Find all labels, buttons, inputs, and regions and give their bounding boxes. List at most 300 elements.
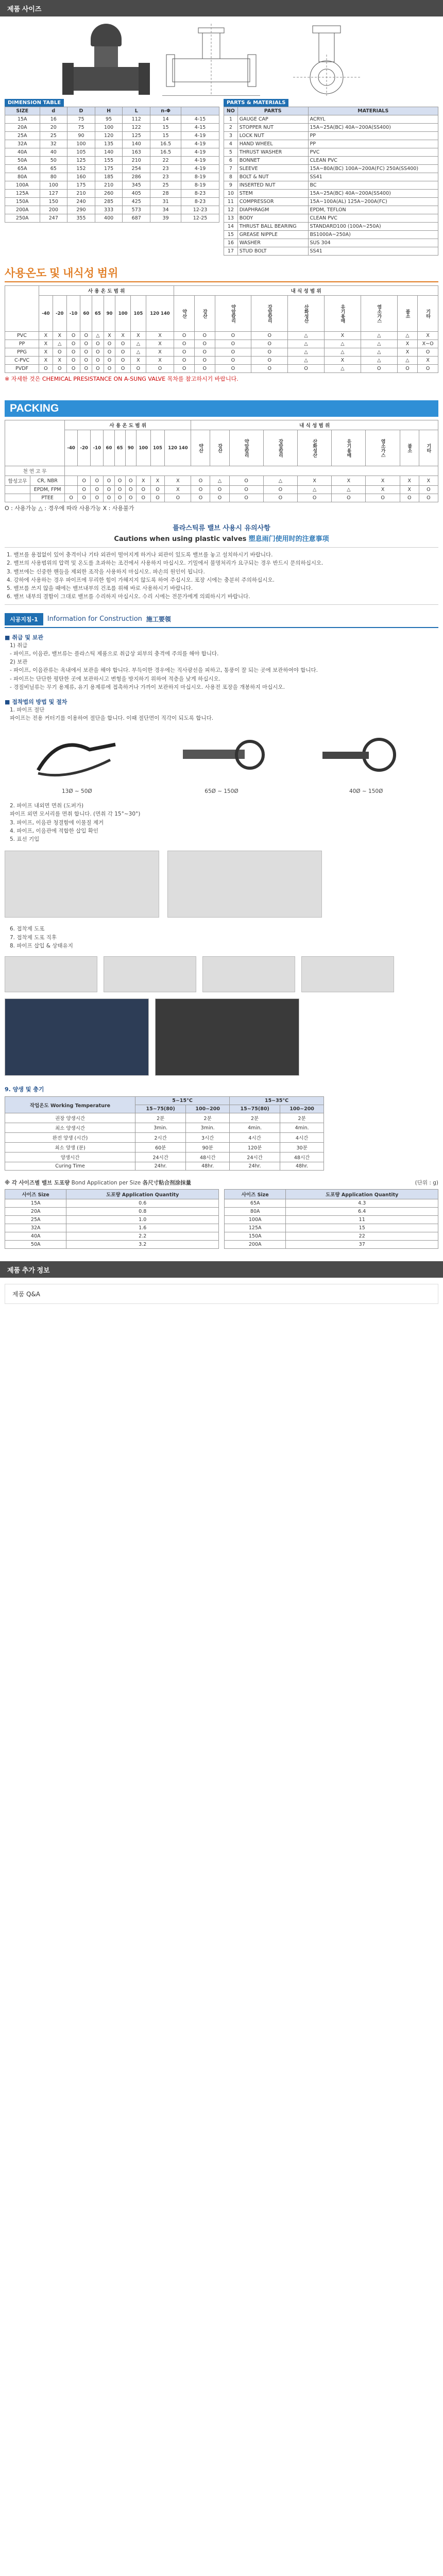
temp-col-header: 105 bbox=[131, 296, 146, 332]
dimension-table bbox=[5, 107, 219, 223]
packing-cell: △ bbox=[332, 486, 366, 494]
dim-cell: 140 bbox=[95, 148, 123, 157]
caution-jp-title: 塑息雨门使用时的注意事项 bbox=[248, 535, 329, 543]
dim-cell: 127 bbox=[40, 190, 67, 198]
parts-cell: STANDARD100 (100A~250A) bbox=[308, 223, 438, 231]
temp-cell: X bbox=[39, 348, 53, 357]
packing-cell: O bbox=[78, 486, 91, 494]
dim-cell: 175 bbox=[67, 181, 95, 190]
packing-cell: O bbox=[125, 476, 136, 486]
handling-line: 1) 취급 bbox=[10, 642, 28, 649]
temp-row bbox=[5, 340, 438, 348]
dim-cell: 210 bbox=[67, 190, 95, 198]
temp-cell: △ bbox=[361, 340, 397, 348]
temp-cell: O bbox=[115, 340, 131, 348]
dim-cell: 15 bbox=[150, 132, 181, 140]
cure-cell: 24시간 bbox=[135, 1153, 186, 1162]
chem-col-header: 기타 bbox=[418, 296, 438, 332]
adhesive-row bbox=[225, 1208, 438, 1216]
packing-cell: O bbox=[165, 494, 191, 502]
packing-cell: O bbox=[65, 494, 78, 502]
parts-cell: BS1000A~250A) bbox=[308, 231, 438, 239]
chem-col-header: 강산 bbox=[210, 430, 229, 466]
bonding-photo-1 bbox=[5, 956, 97, 992]
dim-row bbox=[5, 190, 219, 198]
adhesive-row bbox=[5, 1241, 219, 1249]
cure-label: 최소 양생 (분) bbox=[5, 1143, 135, 1153]
cure-cell: 60분 bbox=[135, 1143, 186, 1153]
temp-cell: O bbox=[92, 365, 104, 373]
dim-cell: 75 bbox=[67, 124, 95, 132]
cure-cell: 2시간 bbox=[135, 1133, 186, 1143]
parts-header: NO bbox=[224, 107, 238, 115]
dim-cell: 8-19 bbox=[181, 181, 219, 190]
qa-row[interactable] bbox=[5, 1284, 438, 1304]
dim-row bbox=[5, 173, 219, 181]
packing-cell: X bbox=[366, 486, 400, 494]
cure-cell: 24hr. bbox=[135, 1162, 186, 1171]
cure-cell: 120분 bbox=[230, 1143, 280, 1153]
packing-cell: O bbox=[91, 476, 104, 486]
temp-range-title: 사용온도 및 내식성 범위 bbox=[5, 267, 118, 279]
temp-cell: X bbox=[397, 348, 418, 357]
step-line: 파이프 외면 모서리를 면취 합니다. (면취 각 15°~30°) bbox=[10, 811, 141, 818]
cure-size-header: 100~200 bbox=[186, 1105, 230, 1113]
temp-cell: O bbox=[53, 348, 66, 357]
chem-col-header: 염소가스 bbox=[361, 296, 397, 332]
packing-cell: O bbox=[104, 476, 114, 486]
parts-row bbox=[224, 231, 438, 239]
temp-cell: X bbox=[146, 332, 174, 340]
dim-header: n-Φ bbox=[150, 107, 181, 115]
caution-en-title: Cautions when using plastic valves bbox=[114, 535, 247, 543]
temp-cell: X bbox=[104, 332, 115, 340]
packing-cell: O bbox=[114, 486, 125, 494]
parts-cell: CLEAN PVC bbox=[308, 214, 438, 223]
adhesive-cell: 3.2 bbox=[66, 1241, 219, 1249]
temp-row bbox=[5, 357, 438, 365]
section-header-product-size: 제품 사이즈 bbox=[0, 0, 443, 16]
adhesive-section: ※ 각 사이즈별 밸브 도포량 Bond Application per Size 各尺寸粘合剂涂抹量 (단위 : g) 사이즈 Size 도포량 Application Quantity 15A 0.6 20A 0.8 25A 1.0 32A 1.6 40A 2.2 50A 3.2 사이즈 Size 도포량 Application Quantity 65A 4.3 80A 6.4 100A 11 125A 15 150A 22 200A 37 bbox=[5, 1179, 438, 1249]
caution-kr-title: 플라스틱류 밸브 사용시 유의사항 bbox=[173, 524, 270, 532]
dim-cell: 32A bbox=[5, 140, 40, 148]
dim-cell: 112 bbox=[123, 115, 150, 124]
dim-header: H bbox=[95, 107, 123, 115]
parts-cell: COMPRESSOR bbox=[237, 198, 308, 206]
dim-cell: 4-19 bbox=[181, 157, 219, 165]
dim-row bbox=[5, 198, 219, 206]
temp-cell: O bbox=[66, 340, 80, 348]
step-line: 8. 파이프 삽입 & 상태유지 bbox=[10, 942, 73, 949]
insertion-diagram-a bbox=[5, 851, 159, 918]
temp-cell: O bbox=[215, 340, 251, 348]
parts-row bbox=[224, 190, 438, 198]
step-line: 4. 파이프, 이음관에 적합한 삽입 확인 bbox=[10, 827, 99, 834]
packing-cell: O bbox=[366, 494, 400, 502]
parts-cell: HAND WHEEL bbox=[237, 140, 308, 148]
parts-row bbox=[224, 198, 438, 206]
parts-table-block bbox=[224, 99, 438, 256]
dim-cell: 254 bbox=[123, 165, 150, 173]
cure-label: 권장 양생시간 bbox=[5, 1113, 135, 1123]
adhesive-cell: 15A bbox=[5, 1199, 66, 1208]
temp-range-section bbox=[5, 265, 438, 383]
temp-cell: △ bbox=[131, 348, 146, 357]
curing-title: 9. 양생 및 충기 bbox=[5, 1086, 44, 1093]
cure-cell: 24hr. bbox=[230, 1162, 280, 1171]
chem-col-header: 강산 bbox=[194, 296, 215, 332]
dim-cell: 23 bbox=[150, 165, 181, 173]
handling-line: - 파이프는 단단한 평탄한 곳에 보관하시고 변형을 방지하기 위하여 적층을 낮게 하십시오. bbox=[10, 675, 220, 682]
caution-line: 2. 밸브의 사용범위의 압력 및 온도를 초과하는 조건에서 사용하지 마십시오. 기밀에서 불명처리가 요구되는 경우 반드시 문의하십시오. bbox=[7, 560, 323, 567]
parts-cell: 6 bbox=[224, 157, 238, 165]
cure-cell: 48시간 bbox=[186, 1153, 230, 1162]
cure-size-header: 15~75(80) bbox=[230, 1105, 280, 1113]
packing-cell bbox=[65, 476, 78, 486]
handling-line: - 경질비닐류는 무기 용제류, 유기 용제류에 접촉하거나 가까이 보관하지 마십시오. 사용전 포장을 개봉하지 마십시오. bbox=[10, 684, 285, 690]
dim-cell: 100 bbox=[95, 124, 123, 132]
adhesive-cell: 4.3 bbox=[286, 1199, 438, 1208]
parts-cell: 13 bbox=[224, 214, 238, 223]
curing-section bbox=[5, 1085, 438, 1171]
parts-cell: STEM bbox=[237, 190, 308, 198]
packing-cell: X bbox=[136, 476, 150, 486]
dim-cell: 65 bbox=[40, 165, 67, 173]
temp-cell: X bbox=[53, 357, 66, 365]
cure-cell: 3시간 bbox=[186, 1133, 230, 1143]
packing-cell: O bbox=[125, 494, 136, 502]
temp-cell: △ bbox=[324, 348, 361, 357]
adhesive-cell: 11 bbox=[286, 1216, 438, 1224]
handling-line: - 파이프, 이음관류는 옥내에서 보관을 해야 합니다. 부득이한 경우에는 직사광선을 피하고, 통풍이 잘 되는 곳에 보관하여야 합니다. bbox=[10, 667, 318, 674]
cure-cell: 2분 bbox=[230, 1113, 280, 1123]
parts-cell: SUS 304 bbox=[308, 239, 438, 247]
cure-cell: 3min. bbox=[135, 1123, 186, 1133]
dim-cell: 4-15 bbox=[181, 124, 219, 132]
packing-cell: O bbox=[191, 476, 210, 486]
adhesive-cell: 125A bbox=[225, 1224, 286, 1232]
packing-cell: O bbox=[104, 494, 114, 502]
cure-cell: 2분 bbox=[135, 1113, 186, 1123]
dimension-parts-area bbox=[5, 99, 438, 256]
dim-cell: 125 bbox=[123, 132, 150, 140]
cure-cell: 3min. bbox=[186, 1123, 230, 1133]
temp-cell: X bbox=[39, 340, 53, 348]
temp-col-header: 60 bbox=[104, 430, 114, 466]
construction-section bbox=[5, 613, 438, 1076]
dim-cell: 135 bbox=[95, 140, 123, 148]
temp-col-header: -40 bbox=[65, 430, 78, 466]
packing-cell: O bbox=[78, 494, 91, 502]
parts-cell: 17 bbox=[224, 247, 238, 256]
dim-cell: 122 bbox=[123, 124, 150, 132]
packing-cell: O bbox=[91, 494, 104, 502]
dim-cell: 65A bbox=[5, 165, 40, 173]
parts-cell: 9 bbox=[224, 181, 238, 190]
bonding-photos bbox=[5, 956, 438, 992]
valve-photos bbox=[5, 24, 438, 96]
parts-cell: 15A~80A(BC) 100A~200A(FC) 250A(SS400) bbox=[308, 165, 438, 173]
temp-cell: O bbox=[146, 365, 174, 373]
dim-cell: 40A bbox=[5, 148, 40, 157]
temp-cell: O bbox=[174, 365, 195, 373]
dim-cell: 175 bbox=[95, 165, 123, 173]
parts-row bbox=[224, 132, 438, 140]
parts-cell: GREASE NIPPLE bbox=[237, 231, 308, 239]
temp-cell: O bbox=[66, 348, 80, 357]
cure-cell: 2분 bbox=[186, 1113, 230, 1123]
dimension-table-block bbox=[5, 99, 219, 256]
dim-row bbox=[5, 206, 219, 214]
parts-row bbox=[224, 206, 438, 214]
temp-cell: O bbox=[80, 332, 92, 340]
chem-group-header: 내 식 성 범 위 bbox=[174, 286, 438, 296]
bonding-photo-6 bbox=[155, 998, 299, 1076]
parts-header: PARTS bbox=[237, 107, 308, 115]
packing-name: EPDM, FPM bbox=[30, 486, 65, 494]
temp-cell: X bbox=[146, 348, 174, 357]
parts-cell: CLEAN PVC bbox=[308, 157, 438, 165]
cure-cell: 4min. bbox=[280, 1123, 324, 1133]
packing-row bbox=[5, 494, 438, 502]
temp-cell: △ bbox=[324, 365, 361, 373]
parts-cell: 10 bbox=[224, 190, 238, 198]
cure-cell: 24시간 bbox=[230, 1153, 280, 1162]
step-line: 7. 접착제 도포 직후 bbox=[10, 934, 57, 941]
parts-cell: 15A~25A(BC) 40A~200A(SS400) bbox=[308, 190, 438, 198]
temp-cell: △ bbox=[361, 332, 397, 340]
adhesive-cell: 32A bbox=[5, 1224, 66, 1232]
dim-cell: 80A bbox=[5, 173, 40, 181]
temp-cell: X~O bbox=[418, 340, 438, 348]
dim-header: SIZE bbox=[5, 107, 40, 115]
dim-cell: 260 bbox=[95, 190, 123, 198]
parts-header: MATERIALS bbox=[308, 107, 438, 115]
packing-cell: X bbox=[400, 476, 419, 486]
cure-row bbox=[5, 1123, 324, 1133]
dim-row bbox=[5, 214, 219, 223]
packing-cell: O bbox=[91, 486, 104, 494]
parts-cell: THRUST BALL BEARING bbox=[237, 223, 308, 231]
cure-row bbox=[5, 1162, 324, 1171]
packing-cell: X bbox=[298, 476, 332, 486]
dim-cell: 15A bbox=[5, 115, 40, 124]
temp-col-header: 90 bbox=[125, 430, 136, 466]
parts-cell: BONNET bbox=[237, 157, 308, 165]
qa-label: 제품 Q&A bbox=[12, 1291, 41, 1298]
adhesive-row bbox=[5, 1199, 219, 1208]
temp-cell: X bbox=[39, 332, 53, 340]
caution-line: 5. 밸브를 쓰지 않을 때에는 밸브내부의 건조를 위해 바로 사용하시기 바랍니다. bbox=[7, 585, 193, 592]
parts-row bbox=[224, 223, 438, 231]
temp-cell: O bbox=[131, 365, 146, 373]
dim-cell: 250A bbox=[5, 214, 40, 223]
dim-cell: 210 bbox=[123, 157, 150, 165]
parts-cell: EPDM, TEFLON bbox=[308, 206, 438, 214]
cure-size-header: 15~75(80) bbox=[135, 1105, 186, 1113]
dim-row bbox=[5, 181, 219, 190]
packing-cell: O bbox=[419, 486, 438, 494]
adhesive-cell: 37 bbox=[286, 1241, 438, 1249]
adhesive-cell: 15 bbox=[286, 1224, 438, 1232]
parts-row bbox=[224, 247, 438, 256]
cure-cell: 4min. bbox=[230, 1123, 280, 1133]
temp-cell: O bbox=[115, 357, 131, 365]
packing-cell: O bbox=[400, 494, 419, 502]
handling-line: - 파이프, 이음관, 밸브류는 플라스틱 제품으로 취급상 외부의 충격에 주의를 해야 합니다. bbox=[10, 650, 219, 657]
adhesive-cell: 20A bbox=[5, 1208, 66, 1216]
adhesive-cell: 80A bbox=[225, 1208, 286, 1216]
packing-cell: O bbox=[191, 486, 210, 494]
temp-cell: O bbox=[66, 357, 80, 365]
temp-col-header: 100 bbox=[136, 430, 150, 466]
dim-row bbox=[5, 132, 219, 140]
material-name: PP bbox=[5, 340, 39, 348]
packing-cell: O bbox=[229, 486, 263, 494]
cutter-3: 40Ø ~ 150Ø bbox=[317, 729, 415, 795]
packing-cell: O bbox=[263, 486, 297, 494]
temp-col-header: 65 bbox=[92, 296, 104, 332]
temp-cell: O bbox=[104, 365, 115, 373]
packing-cell: O bbox=[150, 494, 165, 502]
parts-cell: DIAPHRAGM bbox=[237, 206, 308, 214]
dim-header: L bbox=[123, 107, 150, 115]
temp-cell: O bbox=[66, 332, 80, 340]
temp-cell: X bbox=[146, 340, 174, 348]
chem-col-header: 약알칼리 bbox=[229, 430, 263, 466]
temp-cell: △ bbox=[288, 332, 325, 340]
step-line: 6. 접착제 도포 bbox=[10, 926, 45, 933]
temp-cell: △ bbox=[131, 340, 146, 348]
dim-cell: 20 bbox=[40, 124, 67, 132]
dim-cell: 120 bbox=[95, 132, 123, 140]
packing-cell: O bbox=[136, 486, 150, 494]
temp-cell: O bbox=[251, 332, 288, 340]
temp-cell: O bbox=[251, 357, 288, 365]
packing-cell: O bbox=[114, 494, 125, 502]
temp-col-header: 105 bbox=[150, 430, 165, 466]
dim-cell: 285 bbox=[95, 198, 123, 206]
temp-cell: O bbox=[39, 365, 53, 373]
parts-cell: 1 bbox=[224, 115, 238, 124]
parts-table bbox=[224, 107, 438, 256]
parts-row bbox=[224, 173, 438, 181]
temp-cell: O bbox=[194, 348, 215, 357]
cutter-2: 65Ø ~ 150Ø bbox=[173, 729, 270, 795]
parts-cell: 15 bbox=[224, 231, 238, 239]
valve-line-drawing bbox=[162, 24, 260, 96]
packing-cell: O bbox=[125, 486, 136, 494]
packing-cell: O bbox=[191, 494, 210, 502]
temp-cell: O bbox=[251, 340, 288, 348]
step-line: 2. 파이프 내외면 면취 (도퍼가) bbox=[10, 802, 84, 809]
bonding-photos-2 bbox=[5, 998, 438, 1076]
chem-col-header: 산화성산 bbox=[288, 296, 325, 332]
parts-cell: 16 bbox=[224, 239, 238, 247]
material-name: PVDF bbox=[5, 365, 39, 373]
packing-legend: O : 사용가능 △ : 경우에 따라 사용가능 X : 사용불가 bbox=[5, 505, 134, 512]
dim-cell: 75 bbox=[67, 115, 95, 124]
temp-cell: O bbox=[215, 332, 251, 340]
steps-6-8 bbox=[5, 925, 438, 950]
packing-section bbox=[5, 400, 438, 512]
temp-cell: O bbox=[361, 365, 397, 373]
parts-cell: STOPPER NUT bbox=[237, 124, 308, 132]
parts-cell: 14 bbox=[224, 223, 238, 231]
chem-col-header: 약산 bbox=[174, 296, 195, 332]
parts-cell: 4 bbox=[224, 140, 238, 148]
packing-cell: O bbox=[229, 476, 263, 486]
curing-temp-label: 작업온도 Working Temperature bbox=[5, 1097, 135, 1113]
joining-line: 파이프는 전용 커터기를 이용하여 절단을 합니다. 이때 절단면이 직각이 되도록 합니다. bbox=[10, 715, 214, 722]
packing-cell: △ bbox=[298, 486, 332, 494]
chem-col-header: 염소가스 bbox=[366, 430, 400, 466]
dim-cell: 100 bbox=[40, 181, 67, 190]
material-name: PPG bbox=[5, 348, 39, 357]
parts-cell: SS41 bbox=[308, 173, 438, 181]
parts-cell: 15A~25A(BC) 40A~200A(SS400) bbox=[308, 124, 438, 132]
dim-row bbox=[5, 124, 219, 132]
packing-cell: O bbox=[263, 494, 297, 502]
parts-row bbox=[224, 140, 438, 148]
packing-cell: △ bbox=[263, 476, 297, 486]
temp-cell: O bbox=[80, 348, 92, 357]
temp-cell: X bbox=[131, 357, 146, 365]
packing-cell: O bbox=[136, 494, 150, 502]
temp-cell: O bbox=[174, 348, 195, 357]
temp-col-header: 65 bbox=[114, 430, 125, 466]
temp-col-header: 100 bbox=[115, 296, 131, 332]
parts-cell: GAUGE CAP bbox=[237, 115, 308, 124]
parts-cell: SS41 bbox=[308, 247, 438, 256]
temp-cell: O bbox=[418, 348, 438, 357]
bonding-photo-5 bbox=[5, 998, 149, 1076]
parts-cell: BC bbox=[308, 181, 438, 190]
temp-cell: O bbox=[215, 348, 251, 357]
parts-cell: BOLT & NUT bbox=[237, 173, 308, 181]
temp-col-header: -40 bbox=[39, 296, 53, 332]
caution-line: 1. 밸브를 용접없이 있어 충격이나 기타 외관이 떨어지게 하거나 외관이 있도록 밸브를 놓고 설치하시기 바랍니다. bbox=[7, 552, 273, 558]
packing-cell: O bbox=[332, 494, 366, 502]
temp-cell: X bbox=[53, 332, 66, 340]
parts-cell: ACRYL bbox=[308, 115, 438, 124]
packing-title: PACKING bbox=[5, 400, 438, 417]
adhesive-cell: 50A bbox=[5, 1241, 66, 1249]
parts-row bbox=[224, 181, 438, 190]
dim-cell: 333 bbox=[95, 206, 123, 214]
adhesive-cell: 1.6 bbox=[66, 1224, 219, 1232]
dim-cell: 20A bbox=[5, 124, 40, 132]
temp-cell: △ bbox=[397, 357, 418, 365]
packing-cell: X bbox=[400, 486, 419, 494]
dim-cell: 185 bbox=[95, 173, 123, 181]
parts-row bbox=[224, 239, 438, 247]
temp-cell: O bbox=[115, 365, 131, 373]
insertion-diagram-b bbox=[167, 851, 322, 918]
cure-row bbox=[5, 1133, 324, 1143]
chem-col-header: 불소 bbox=[400, 430, 419, 466]
dim-cell: 4-19 bbox=[181, 148, 219, 157]
caution-line: 3. 밸브에는 신중한 핸들을 제외한 조작을 사용하지 마십시오. 파손의 원인이 됩니다. bbox=[7, 568, 205, 575]
dim-cell: 4-19 bbox=[181, 140, 219, 148]
temp-row bbox=[5, 365, 438, 373]
temp-cell: △ bbox=[288, 348, 325, 357]
dim-cell: 23 bbox=[150, 173, 181, 181]
packing-group bbox=[5, 486, 30, 494]
chem-col-header: 산화성산 bbox=[298, 430, 332, 466]
dim-cell: 345 bbox=[123, 181, 150, 190]
dim-cell: 290 bbox=[67, 206, 95, 214]
